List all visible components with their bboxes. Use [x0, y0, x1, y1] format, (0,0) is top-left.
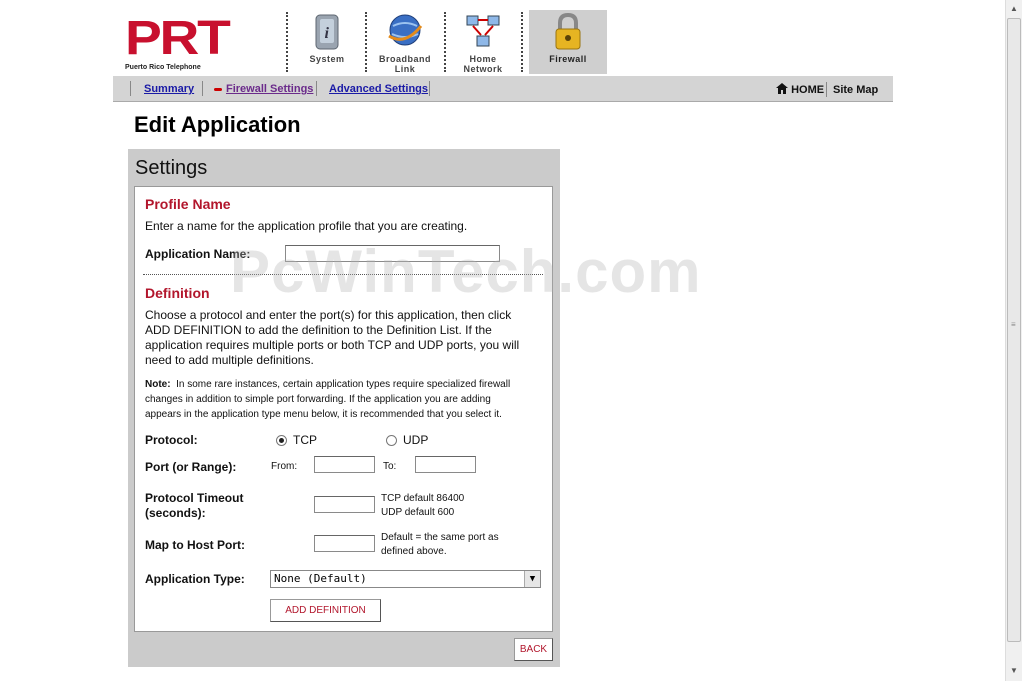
- svg-text:i: i: [324, 25, 330, 42]
- tab-firewall[interactable]: [529, 10, 607, 74]
- port-to-input[interactable]: [415, 456, 476, 473]
- tcp-default-hint: TCP default 86400: [381, 493, 465, 504]
- back-button[interactable]: BACK: [514, 638, 553, 661]
- firewall-settings-link[interactable]: Firewall Settings: [226, 83, 314, 95]
- udp-default-hint: UDP default 600: [381, 507, 455, 518]
- note-text-3: appears in the application type menu below, it is recommended that you select it.: [145, 409, 502, 420]
- separator: [826, 82, 827, 97]
- port-range-label: Port (or Range):: [145, 460, 237, 474]
- vertical-scrollbar[interactable]: [1005, 0, 1022, 681]
- map-host-port-label: Map to Host Port:: [145, 538, 245, 552]
- note-line-1: In some rare instances, certain application types require specialized firewall: [176, 379, 511, 390]
- protocol-timeout-label-2: (seconds):: [145, 506, 206, 520]
- port-from-label: From:: [271, 461, 298, 472]
- tab-broadband-label-1: Broadband: [378, 54, 431, 64]
- udp-label: UDP: [403, 433, 429, 447]
- separator: [429, 81, 430, 96]
- definition-heading: Definition: [145, 285, 210, 301]
- map-host-hint-2: defined above.: [381, 546, 447, 557]
- protocol-timeout-input[interactable]: [314, 496, 375, 513]
- home-network-icon: [463, 12, 503, 52]
- port-to-label: To:: [383, 461, 397, 472]
- application-type-label: Application Type:: [145, 572, 245, 586]
- note-label: Note:: [145, 379, 171, 390]
- profile-description: Enter a name for the application profile that you are creating.: [145, 219, 468, 233]
- add-definition-button[interactable]: ADD DEFINITION: [270, 599, 381, 622]
- home-link-label: HOME: [791, 84, 825, 96]
- udp-radio[interactable]: [386, 435, 397, 446]
- scroll-down-icon[interactable]: ▼: [1010, 666, 1018, 675]
- panel-title: Settings: [135, 157, 208, 179]
- nav-divider: [521, 12, 523, 72]
- tab-system[interactable]: [288, 10, 366, 74]
- home-icon: [776, 83, 788, 94]
- protocol-label: Protocol:: [145, 433, 198, 447]
- system-icon: [307, 12, 347, 52]
- tcp-label: TCP: [293, 433, 317, 447]
- home-link[interactable]: [776, 83, 824, 96]
- advanced-settings-link[interactable]: Advanced Settings: [329, 83, 429, 95]
- profile-name-heading: Profile Name: [145, 196, 231, 212]
- tab-home-network[interactable]: [444, 10, 522, 74]
- tab-home-label-2: Network: [463, 64, 503, 74]
- definition-text-1: Choose a protocol and enter the port(s) for this application, then click: [145, 308, 512, 322]
- port-from-input[interactable]: [314, 456, 375, 473]
- chevron-down-icon[interactable]: ▼: [524, 571, 540, 587]
- note-text-2: changes in addition to simple port forwarding. If the application you are adding: [145, 394, 491, 405]
- tab-broadband-label-2: Link: [394, 64, 416, 74]
- globe-icon: [385, 12, 425, 52]
- page-title: Edit Application: [134, 112, 301, 137]
- separator: [130, 81, 131, 96]
- map-host-port-input[interactable]: [314, 535, 375, 552]
- site-map-link[interactable]: Site Map: [833, 84, 879, 96]
- definition-text-3: application requires multiple ports or both TCP and UDP ports, you will: [145, 338, 520, 352]
- tab-broadband-link[interactable]: [366, 10, 444, 74]
- tab-system-label: System: [309, 54, 345, 64]
- watermark: PcWinTech.com: [230, 238, 702, 305]
- scroll-up-icon[interactable]: ▲: [1010, 4, 1018, 13]
- definition-text-2: ADD DEFINITION to add the definition to the Definition List. If the: [145, 323, 492, 337]
- tcp-radio[interactable]: [276, 435, 287, 446]
- definition-text-4: need to add multiple definitions.: [145, 353, 314, 367]
- sub-navigation-bar: [113, 76, 893, 102]
- separator: [202, 81, 203, 96]
- lock-icon: [548, 12, 588, 52]
- separator: [316, 81, 317, 96]
- map-host-hint-1: Default = the same port as: [381, 532, 499, 543]
- prt-logo[interactable]: [125, 12, 235, 72]
- summary-link[interactable]: Summary: [144, 83, 195, 95]
- application-name-label: Application Name:: [145, 247, 251, 261]
- logo-text: PRT: [125, 12, 229, 65]
- protocol-timeout-label-1: Protocol Timeout: [145, 491, 244, 505]
- tab-home-label-1: Home: [469, 54, 497, 64]
- scrollbar-thumb[interactable]: [1007, 18, 1021, 642]
- application-type-value: None (Default): [274, 572, 367, 585]
- application-type-select[interactable]: [270, 570, 541, 588]
- grip-icon: ≡: [1011, 320, 1016, 329]
- settings-panel: [128, 149, 560, 667]
- active-indicator: [214, 88, 222, 91]
- logo-subtitle: Puerto Rico Telephone: [125, 64, 201, 71]
- tab-firewall-label: Firewall: [549, 54, 587, 64]
- note-text-1: [145, 377, 549, 392]
